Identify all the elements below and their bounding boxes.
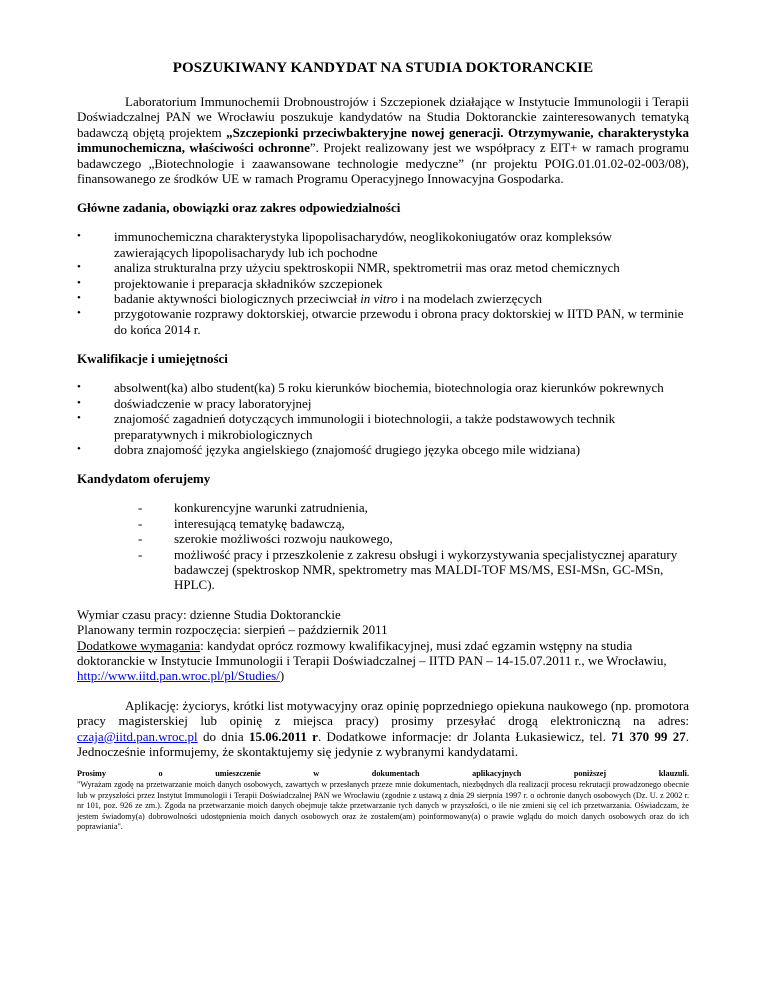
email-link[interactable]: czaja@iitd.pan.wroc.pl: [77, 728, 198, 744]
list-item: • analiza strukturalna przy użyciu spektroskopii NMR, spektrometrii mas oraz metod chemicznych: [77, 260, 689, 275]
intro-text-1: Laboratorium Immunochemii Drobnoustrojów i Szczepionek działające w Instytucie Immunologii i Terapii Doświadczalnej PAN we Wrocławiu poszukuje kandydatów na Studia Doktoranckie zainteresowanych tematyką badawczą objętą projektem: [77, 94, 689, 140]
consent-clause: [77, 769, 689, 833]
application-paragraph: [77, 698, 689, 760]
intro-paragraph: [77, 94, 689, 186]
list-item: • dobra znajomość języka angielskiego (znajomość drugiego języka obcego mile widziana): [77, 442, 689, 457]
deadline: 15.06.2011 r: [249, 728, 318, 744]
intro-text-2: ”. Projekt realizowany jest we współpracy z EIT+ w ramach programu badawczego „Biotechnologie i zaawansowane technologie medyczne” (nr projektu POIG.01.01.02-02-003/08), finansowanego ze środków UE w ramach Programu Operacyjnego Innowacyjna Gospodarka.: [77, 140, 689, 187]
document-page: [77, 60, 689, 833]
list-item: - możliwość pracy i przeszkolenie z zakresu obsługi i wykorzystywania specjalistycznej aparatury badawczej (spektroskop NMR, spektrometry mas MALDI-TOF MS/MS, ESI-MSn, GC-MSn, HPLC).: [77, 547, 689, 593]
list-item: - interesującą tematykę badawczą,: [77, 516, 689, 531]
application-text-3: . Dodatkowe informacje: dr Jolanta Łukasiewicz, tel.: [317, 728, 612, 744]
application-text-1: Aplikację: życiorys, krótki list motywacyjny oraz opinię poprzedniego opiekuna naukowego (np. promotora pracy magisterskiej lub opinię z miejsca pracy) prosimy przesyłać drogą elektroniczną na adres:: [77, 697, 689, 729]
list-item: • przygotowanie rozprawy doktorskiej, otwarcie przewodu i obrona pracy doktorskiej w IITD PAN, w terminie do końca 2014 r.: [77, 306, 689, 337]
list-item: • absolwent(ka) albo student(ka) 5 roku kierunków biochemia, biotechnologia oraz kierunków pokrewnych: [77, 380, 689, 395]
closing-paren: ): [279, 668, 285, 684]
tasks-heading: Główne zadania, obowiązki oraz zakres odpowiedzialności: [77, 200, 401, 216]
list-item: • immunochemiczna charakterystyka lipopolisacharydów, neoglikokoniugatów oraz kompleksów zawierających lipopolisacharydy lub ich pochodne: [77, 229, 689, 260]
phone-number: 71 370 99 27: [611, 728, 686, 744]
list-item: - konkurencyjne warunki zatrudnienia,: [77, 500, 689, 515]
list-item: - szerokie możliwości rozwoju naukowego,: [77, 531, 689, 546]
extra-requirements-text: : kandydat oprócz rozmowy kwalifikacyjnej, musi zdać egzamin wstępny na studia doktoranckie w Instytucie Immunologii i Terapii Doświadczalnej – IITD PAN – 14-15.07.2011 r., we Wrocławiu,: [77, 637, 667, 668]
list-item: [77, 291, 689, 306]
page-title: POSZUKIWANY KANDYDAT NA STUDIA DOKTORANCKIE: [172, 60, 594, 76]
italic-term: in vitro: [360, 291, 398, 307]
consent-text: "Wyrażam zgodę na przetwarzanie moich danych osobowych, zawartych w przesłanych przeze mnie dokumentach, niezbędnych dla realizacji procesu rekrutacji prowadzonego obecnie lub w przyszłości przez Instytut Immunologii i Terapii Doświadczalnej PAN we Wrocławiu (zgodnie z ustawą z dnia 29 sierpnia 1997 r. o ochronie danych osobowych (Dz. U. z 2002 r. nr 101, poz. 926 ze zm.). Zgoda na przetwarzanie moich danych obejmuje także przetwarzanie tych danych w przyszłości, o ile nie zmieni się cel ich przetwarzania. Oświadczam, że jestem świadomy(a) dobrowolności udostępnienia moich danych osobowych oraz że zostałem(am) poinformowany(a) o prawie wglądu do moich danych osobowych oraz do ich poprawiania".: [77, 780, 689, 832]
project-title: „Szczepionki przeciwbakteryjne nowej generacji. Otrzymywanie, charakterystyka immunochemiczna, właściwości ochronne: [77, 124, 689, 156]
consent-heading: Prosimy o umieszczenie w dokumentach aplikacyjnych poniższej klauzuli.: [77, 769, 689, 779]
offer-list: [77, 500, 689, 592]
qualifications-list: [77, 380, 689, 457]
tasks-list: [77, 229, 689, 337]
list-item: • znajomość zagadnień dotyczących immunologii i biotechnologii, a także podstawowych technik preparatywnych i mikrobiologicznych: [77, 411, 689, 442]
application-text-2: do dnia: [197, 728, 250, 744]
work-time: Wymiar czasu pracy: dzienne Studia Doktoranckie: [77, 606, 341, 622]
qualifications-heading: Kwalifikacje i umiejętności: [77, 351, 228, 367]
start-date: Planowany termin rozpoczęcia: sierpień – październik 2011: [77, 622, 388, 638]
list-item: • projektowanie i preparacja składników szczepionek: [77, 276, 689, 291]
list-item-text: i na modelach zwierzęcych: [397, 291, 542, 307]
extra-requirements-label: Dodatkowe wymagania: [77, 637, 201, 653]
extra-requirements: [77, 638, 689, 684]
list-item: • doświadczenie w pracy laboratoryjnej: [77, 396, 689, 411]
studies-link[interactable]: http://www.iitd.pan.wroc.pl/pl/Studies/: [77, 668, 280, 684]
offer-heading: Kandydatom oferujemy: [77, 471, 211, 487]
application-text-4: . Jednocześnie informujemy, że skontaktujemy się jedynie z wybranymi kandydatami.: [77, 728, 690, 759]
details-block: [77, 607, 689, 684]
list-item-text: badanie aktywności biologicznych przeciwciał: [114, 291, 361, 307]
